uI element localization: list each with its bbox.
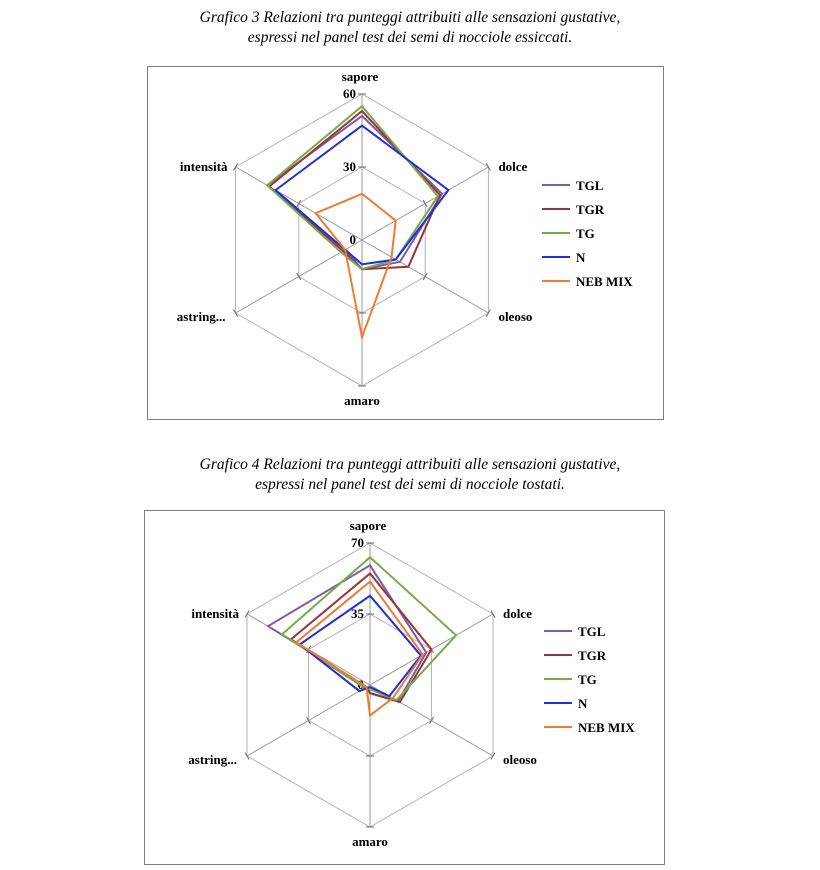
caption-line-1: Grafico 3 Relazioni tra punteggi attribuiti alle sensazioni gustative, xyxy=(199,9,621,26)
axis-label-0: sapore xyxy=(349,518,387,533)
tick-label: 0 xyxy=(357,677,364,692)
legend-label: TG xyxy=(578,672,597,687)
radar-chart-svg xyxy=(144,510,665,865)
legend-label: TGR xyxy=(578,648,607,663)
legend-label: NEB MIX xyxy=(576,274,633,289)
axis-label-3: amaro xyxy=(344,393,380,408)
axis-label-3: amaro xyxy=(352,834,388,849)
caption-line-2: espressi nel panel test dei semi di nocciole tostati. xyxy=(255,476,565,493)
axis-label-1: dolce xyxy=(498,159,528,174)
axis-label-5: intensità xyxy=(191,606,240,621)
radar-chart-tostati xyxy=(144,510,665,865)
radar-chart-svg xyxy=(147,66,664,420)
tick-label: 0 xyxy=(349,232,356,247)
tick-label: 35 xyxy=(351,606,364,621)
axis-label-1: dolce xyxy=(502,606,532,621)
legend-label: NEB MIX xyxy=(578,720,635,735)
legend-label: N xyxy=(578,696,588,711)
chart-caption-1 xyxy=(0,8,820,48)
legend-label: TGL xyxy=(578,624,606,639)
axis-label-0: sapore xyxy=(341,69,379,84)
legend-label: TG xyxy=(576,226,595,241)
axis-label-5: intensità xyxy=(179,159,228,174)
axis-label-4: astring... xyxy=(176,309,226,324)
tick-label: 60 xyxy=(343,86,356,101)
axis-label-2: oleoso xyxy=(502,752,537,767)
legend-label: N xyxy=(576,250,586,265)
tick-label: 30 xyxy=(343,159,356,174)
chart-caption-2 xyxy=(0,455,820,495)
caption-line-1: Grafico 4 Relazioni tra punteggi attribuiti alle sensazioni gustative, xyxy=(199,456,621,473)
plot-frame xyxy=(145,511,665,865)
caption-line-2: espressi nel panel test dei semi di nocciole essiccati. xyxy=(247,29,573,46)
legend-label: TGL xyxy=(576,178,604,193)
legend-label: TGR xyxy=(576,202,605,217)
axis-label-2: oleoso xyxy=(498,309,533,324)
radar-chart-essiccati xyxy=(147,66,664,420)
axis-label-4: astring... xyxy=(188,752,238,767)
tick-label: 70 xyxy=(351,535,364,550)
